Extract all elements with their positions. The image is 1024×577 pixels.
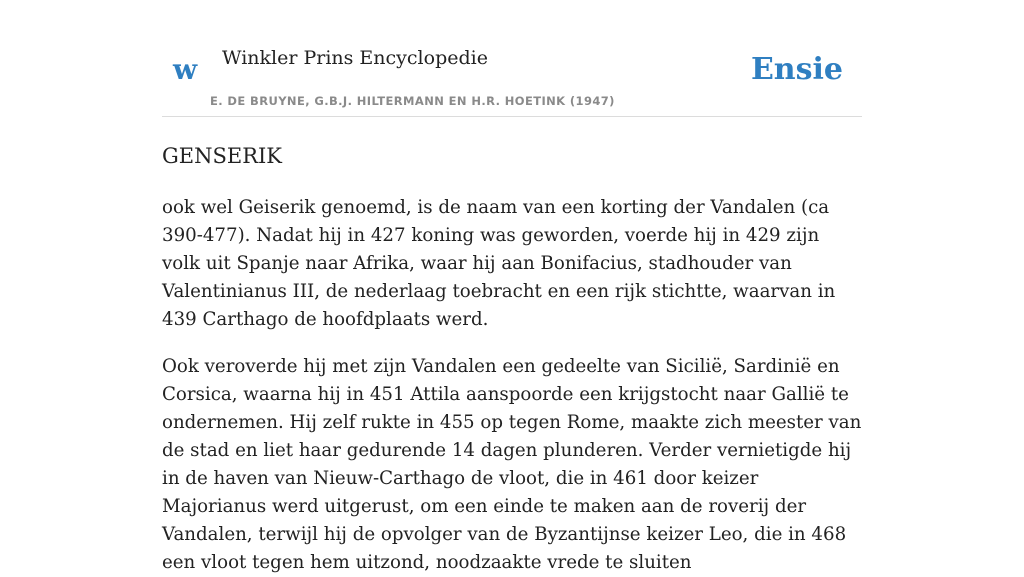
source-authors: E. DE BRUYNE, G.B.J. HILTERMANN EN H.R. HOETINK (1947) [210,94,615,108]
article-paragraph-1: ook wel Geiserik genoemd, is de naam van een korting der Vandalen (ca 390-477). Nadat hij in 427 koning was geworden, voerde hij in 429 zijn volk uit Spanje naar Afrika, waar hij aan Bonifacius, stadhouder van Valentinianus III, de nederlaag toebracht en een rijk stichtte, waarvan in 439 Carthago de hoofdplaats werd. [162,197,836,330]
source-title-link[interactable]: Winkler Prins Encyclopedie [222,47,488,69]
article-page [162,0,862,573]
site-header [162,0,862,117]
ensie-logo-link[interactable]: Ensie [750,52,843,87]
winkler-prins-logo[interactable]: w [173,53,198,86]
article-title: GENSERIK [162,144,282,168]
article-paragraph-2: Ook veroverde hij met zijn Vandalen een gedeelte van Sicilië, Sardinië en Corsica, waarna hij in 451 Attila aanspoorde een krijgstocht naar Gallië te ondernemen. Hij zelf rukte in 455 op tegen Rome, maakte zich meester van de stad en liet haar gedurende 14 dagen plunderen. Verder vernietigde hij in de haven van Nieuw-Carthago de vloot, die in 461 door keizer Majorianus werd uitgerust, om een einde te maken aan de roverij der Vandalen, terwijl hij de opvolger van de Byzantijnse keizer Leo, die in 468 een vloot tegen hem uitzond, noodzaakte vrede te sluiten [162,356,862,573]
